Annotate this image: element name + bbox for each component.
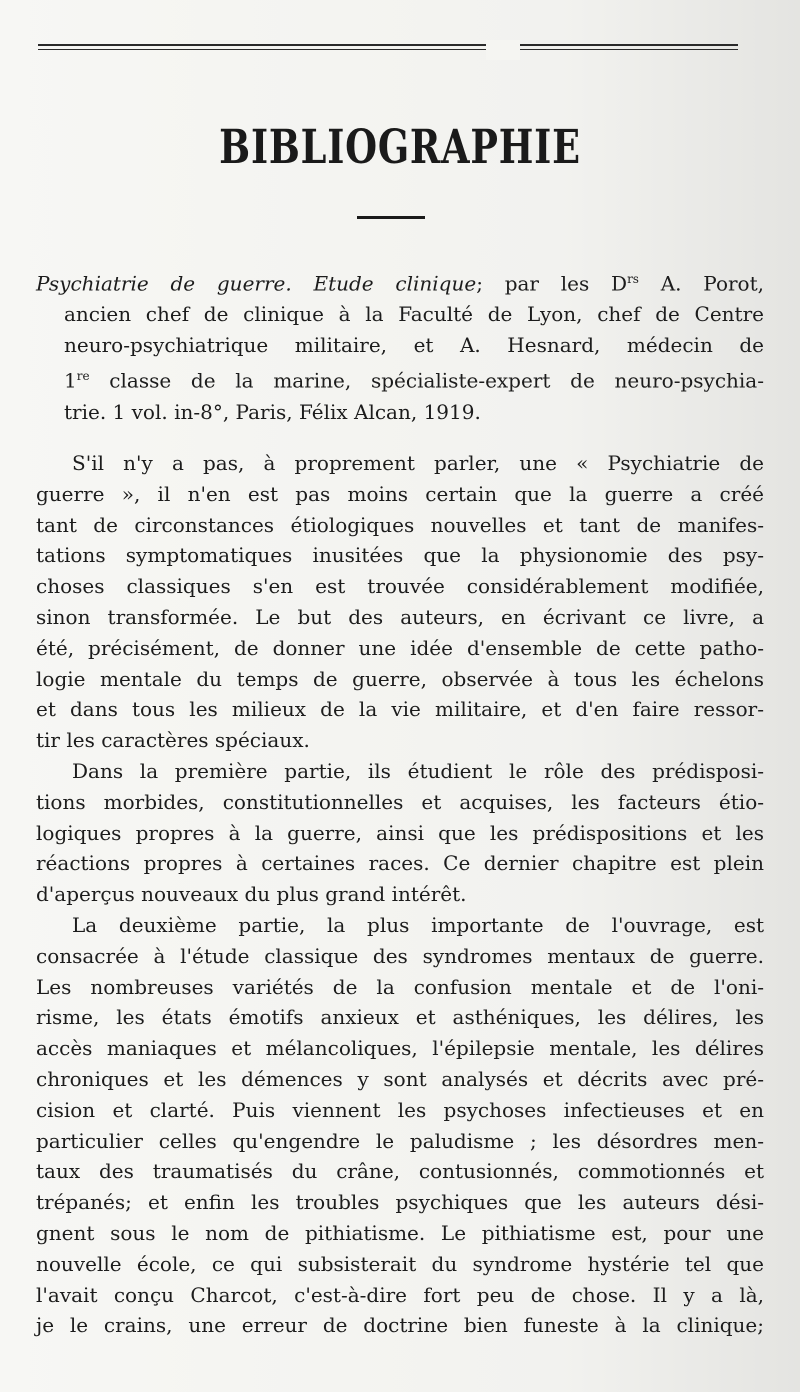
reference-text: re [76, 369, 90, 384]
reference-text: neuro-psychiatrique militaire, et A. Hesnard, médecin de [64, 333, 764, 358]
paragraph-1-line: guerre », il n'en est pas moins certain que la guerre a créé [36, 481, 764, 506]
paragraph-3-line: cision et clarté. Puis viennent les psychoses infectieuses et en [36, 1097, 764, 1122]
paragraph-2-line: réactions propres à certaines races. Ce dernier chapitre est plein [36, 851, 764, 876]
paragraph-1-line: tir les caractères spéciaux. [36, 728, 310, 753]
reference-line [36, 264, 764, 299]
paragraph-3-line: accès maniaques et mélancoliques, l'épilepsie mentale, les délires [36, 1036, 764, 1061]
page-title: BIBLIOGRAPHIE [219, 120, 581, 175]
paragraph-3-line: Les nombreuses variétés de la confusion mentale et de l'oni- [36, 974, 764, 999]
reference-text: classe de la marine, spécialiste-expert de neuro-psychia- [89, 368, 764, 393]
paragraph-1-line: sinon transformée. Le but des auteurs, en écrivant ce livre, a [36, 604, 764, 629]
paragraph-1-line: été, précisément, de donner une idée d'ensemble de cette patho- [36, 635, 764, 660]
paragraph-1-line: choses classiques s'en est trouvée considérablement modifiée, [36, 574, 764, 599]
reference-text: rs [627, 272, 639, 286]
paragraph-1-line: tant de circonstances étiologiques nouvelles et tant de manifes- [36, 512, 764, 537]
paragraph-3-line: trépanés; et enfin les troubles psychiques que les auteurs dési- [36, 1190, 764, 1215]
reference-text: A. Porot, [638, 271, 764, 296]
paragraph-2-line: logiques propres à la guerre, ainsi que les prédispositions et les [36, 820, 764, 845]
bibliographic-reference [36, 264, 764, 427]
reference-line [36, 361, 764, 396]
paragraph-3-line: consacrée à l'étude classique des syndromes mentaux de guerre. [36, 943, 764, 968]
paragraph-1-line: logie mentale du temps de guerre, observée à tous les échelons [36, 666, 764, 691]
italic-title-text: Etude clinique [313, 271, 477, 296]
italic-title-text: Psychiatrie de guerre. [36, 271, 292, 296]
paragraph-1-line: tations symptomatiques inusitées que la physionomie des psy- [36, 543, 764, 568]
paragraph-3-line: La deuxième partie, la plus importante de l'ouvrage, est [72, 912, 764, 937]
reference-text: ; par les D [476, 271, 628, 296]
reference-text: ancien chef de clinique à la Faculté de Lyon, chef de Centre [64, 302, 764, 327]
review-text [36, 448, 764, 1341]
paragraph-3-line: nouvelle école, ce qui subsisterait du syndrome hystérie tel que [36, 1251, 764, 1276]
paragraph-3-line: particulier celles qu'engendre le paludisme ; les désordres men- [36, 1128, 764, 1153]
reference-line [36, 299, 764, 330]
paragraph-1-line: S'il n'y a pas, à proprement parler, une « Psychiatrie de [72, 451, 764, 475]
title-underline [357, 216, 425, 219]
reference-line [36, 330, 764, 361]
reference-line [36, 397, 764, 428]
paragraph-3-line: l'avait conçu Charcot, c'est-à-dire fort peu de chose. Il y a là, [36, 1282, 764, 1307]
paragraph-2-line: d'aperçus nouveaux du plus grand intérêt. [36, 882, 467, 907]
paragraph-2-line: Dans la première partie, ils étudient le rôle des prédisposi- [72, 758, 764, 783]
paragraph-3-line: je le crains, une erreur de doctrine bien funeste à la clinique; [36, 1313, 764, 1338]
paragraph-3-line: taux des traumatisés du crâne, contusionnés, commotionnés et [36, 1159, 764, 1184]
paragraph-3-line: risme, les états émotifs anxieux et asthéniques, les délires, les [36, 1005, 764, 1030]
paragraph-1-line: et dans tous les milieux de la vie militaire, et d'en faire ressor- [36, 697, 764, 722]
reference-text: 1 [64, 368, 77, 393]
reference-text: trie. 1 vol. in-8°, Paris, Félix Alcan, 1919. [64, 399, 481, 424]
header-double-rule [38, 40, 738, 62]
paragraph-3-line: gnent sous le nom de pithiatisme. Le pithiatisme est, pour une [36, 1220, 764, 1245]
paragraph-2-line: tions morbides, constitutionnelles et acquises, les facteurs étio- [36, 789, 764, 814]
paragraph-3-line: chroniques et les démences y sont analysés et décrits avec pré- [36, 1066, 764, 1091]
reference-text [292, 272, 314, 296]
